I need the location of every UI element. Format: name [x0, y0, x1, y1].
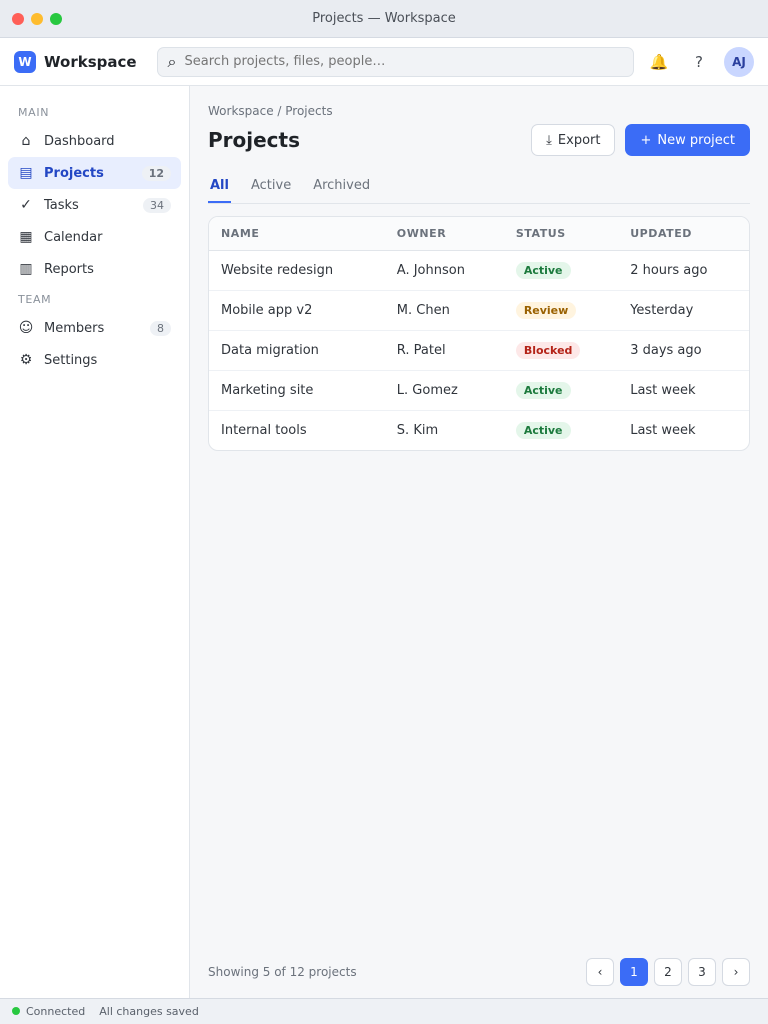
project-updated: 3 days ago	[618, 331, 749, 371]
sidebar-item-label: Dashboard	[44, 133, 115, 149]
connection-status	[12, 1005, 85, 1018]
table-row[interactable]	[209, 251, 749, 291]
project-name[interactable]: Website redesign	[209, 251, 385, 291]
sidebar-item-label: Tasks	[44, 197, 79, 213]
sidebar-item-label: Settings	[44, 352, 98, 368]
users-icon: ☺	[18, 320, 34, 336]
count-badge: 12	[142, 166, 171, 181]
sidebar-item-label: Reports	[44, 261, 94, 277]
column-header[interactable]: STATUS	[504, 217, 618, 251]
sidebar	[0, 86, 190, 998]
project-name[interactable]: Mobile app v2	[209, 291, 385, 331]
page-button[interactable]: 2	[654, 958, 682, 986]
project-name[interactable]: Marketing site	[209, 371, 385, 411]
brand[interactable]	[14, 51, 137, 73]
project-owner: R. Patel	[385, 331, 504, 371]
connection-label: Connected	[26, 1005, 86, 1018]
project-status-cell	[504, 331, 618, 371]
sidebar-item-calendar[interactable]	[8, 221, 181, 253]
window-title: Projects — Workspace	[312, 11, 456, 26]
table-row[interactable]	[209, 331, 749, 371]
title-bar	[0, 0, 768, 38]
gear-icon: ⚙	[19, 352, 33, 368]
status-badge: Active	[516, 382, 571, 399]
project-status-cell	[504, 411, 618, 451]
project-owner: A. Johnson	[385, 251, 504, 291]
sidebar-item-tasks[interactable]	[8, 189, 181, 221]
tabs	[208, 170, 750, 204]
tab-archived[interactable]: Archived	[313, 178, 371, 193]
projects-table-card	[208, 216, 750, 451]
close-window-button[interactable]	[12, 13, 24, 25]
calendar-icon: ▦	[19, 229, 33, 245]
status-bar	[0, 998, 768, 1024]
download-icon: ⤓	[546, 132, 552, 148]
status-badge: Active	[516, 422, 571, 439]
breadcrumb[interactable]: Workspace / Projects	[208, 104, 333, 118]
avatar[interactable]: AJ	[724, 47, 754, 77]
project-updated: Last week	[618, 371, 749, 411]
next-page-button[interactable]: ›	[722, 958, 750, 986]
results-count: Showing 5 of 12 projects	[208, 965, 357, 979]
search-box[interactable]	[157, 47, 634, 77]
status-dot-icon	[12, 1007, 20, 1015]
sync-status: All changes saved	[99, 1005, 199, 1018]
plus-icon: +	[640, 132, 652, 148]
status-badge: Blocked	[516, 342, 581, 359]
table-row[interactable]	[209, 411, 749, 451]
project-owner: M. Chen	[385, 291, 504, 331]
main-content	[190, 86, 768, 998]
table-footer	[208, 948, 750, 986]
prev-page-button[interactable]: ‹	[586, 958, 614, 986]
pagination	[586, 958, 750, 986]
minimize-window-button[interactable]	[31, 13, 43, 25]
brand-logo-icon: W	[14, 51, 36, 73]
project-name[interactable]: Data migration	[209, 331, 385, 371]
project-updated: Last week	[630, 423, 696, 438]
column-header[interactable]: OWNER	[385, 217, 504, 251]
window-controls	[12, 13, 62, 25]
new-project-label: New project	[657, 132, 735, 148]
sidebar-item-dashboard[interactable]	[8, 125, 181, 157]
page-button[interactable]: 3	[688, 958, 716, 986]
sidebar-section-main: MAIN	[18, 106, 50, 119]
sidebar-item-label: Calendar	[44, 229, 103, 245]
chart-icon: ▥	[19, 261, 33, 277]
project-name[interactable]: Internal tools	[221, 423, 307, 438]
tab-active[interactable]: Active	[250, 178, 292, 193]
project-owner: S. Kim	[396, 423, 439, 438]
help-icon[interactable]: ?	[695, 52, 703, 71]
sidebar-item-reports[interactable]	[8, 253, 181, 285]
home-icon: ⌂	[21, 133, 31, 149]
status-badge: Review	[516, 302, 577, 319]
export-label: Export	[557, 132, 601, 148]
notifications-icon[interactable]: 🔔	[649, 52, 669, 71]
brand-label: Workspace	[44, 52, 137, 71]
sidebar-item-label: Members	[44, 320, 105, 336]
new-project-button[interactable]	[625, 124, 750, 156]
sidebar-item-settings[interactable]	[8, 344, 181, 376]
export-button[interactable]	[531, 124, 615, 156]
maximize-window-button[interactable]	[50, 13, 62, 25]
count-badge: 8	[150, 321, 171, 336]
toolbar	[0, 38, 768, 86]
search-input[interactable]	[183, 53, 623, 70]
sidebar-item-members[interactable]	[8, 312, 181, 344]
page-title: Projects	[208, 128, 301, 152]
project-updated: Yesterday	[618, 291, 749, 331]
table-row[interactable]	[209, 291, 749, 331]
tab-all[interactable]: All	[208, 170, 231, 203]
column-header[interactable]: NAME	[209, 217, 385, 251]
search-icon: ⌕	[167, 51, 177, 71]
sidebar-item-projects[interactable]	[8, 157, 181, 189]
status-badge: Active	[516, 262, 571, 279]
check-icon: ✓	[20, 197, 32, 213]
project-updated: 2 hours ago	[618, 251, 749, 291]
column-header[interactable]: UPDATED	[618, 217, 749, 251]
page-button[interactable]: 1	[620, 958, 648, 986]
sidebar-item-label: Projects	[44, 165, 104, 181]
project-status-cell	[504, 371, 618, 411]
folder-icon: ▤	[19, 165, 33, 181]
sidebar-section-team: TEAM	[18, 293, 52, 306]
count-badge: 34	[143, 198, 171, 213]
project-status-cell	[504, 291, 618, 331]
project-owner: L. Gomez	[385, 371, 504, 411]
table-row[interactable]	[209, 371, 749, 411]
projects-table	[209, 217, 749, 450]
project-status-cell	[504, 251, 618, 291]
